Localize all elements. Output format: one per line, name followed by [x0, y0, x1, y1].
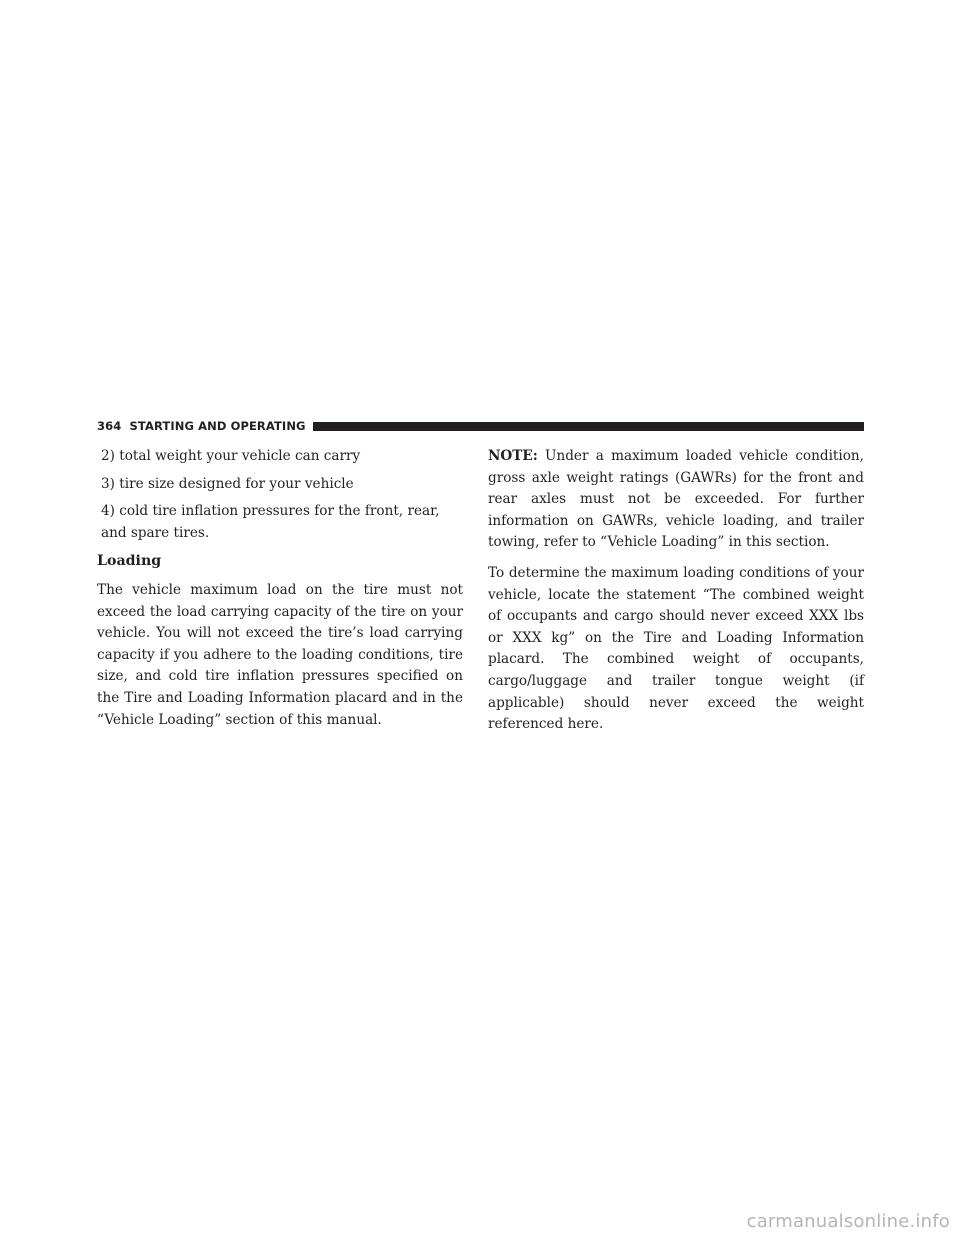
note-paragraph [488, 446, 864, 554]
loading-paragraph: The vehicle maximum load on the tire must not exceed the load carrying capacity of the tire on your vehicle. You will not exceed the tire’s load carrying capacity if you adhere to the loading conditions, tire size, and cold tire inflation pressures specified on the Tire and Loading Information placard and in the “Vehicle Loading” section of this manual. [97, 581, 463, 728]
list-item-inflation-pressures: 4) cold tire inflation pressures for the front, rear, and spare tires. [101, 503, 440, 541]
list-item-total-weight: 2) total weight your vehicle can carry [101, 448, 361, 464]
section-title: STARTING AND OPERATING [129, 419, 306, 433]
header-rule [313, 422, 864, 431]
watermark-text: carmanualsonline.info [746, 1211, 950, 1232]
right-column [488, 446, 864, 736]
page-number: 364 [97, 419, 122, 433]
max-loading-paragraph: To determine the maximum loading conditions of your vehicle, locate the statement “The combined weight of occupants and cargo should never exceed XXX lbs or XXX kg” on the Tire and Loading Information placard. The combined weight of occupants, cargo/luggage and trailer tongue weight (if applicable) should never exceed the weight referenced here. [488, 564, 864, 733]
running-header [97, 416, 864, 436]
note-label: NOTE: [488, 448, 538, 464]
header-label [97, 419, 313, 433]
section-heading-loading: Loading [97, 553, 162, 570]
left-column [97, 446, 463, 731]
list-item-tire-size: 3) tire size designed for your vehicle [101, 475, 354, 492]
note-text: Under a maximum loaded vehicle condition, gross axle weight ratings (GAWRs) for the front and rear axles must not be exceeded. For further information on GAWRs, vehicle loading, and trailer towing, refer to “Vehicle Loading” in this section. [488, 448, 864, 551]
